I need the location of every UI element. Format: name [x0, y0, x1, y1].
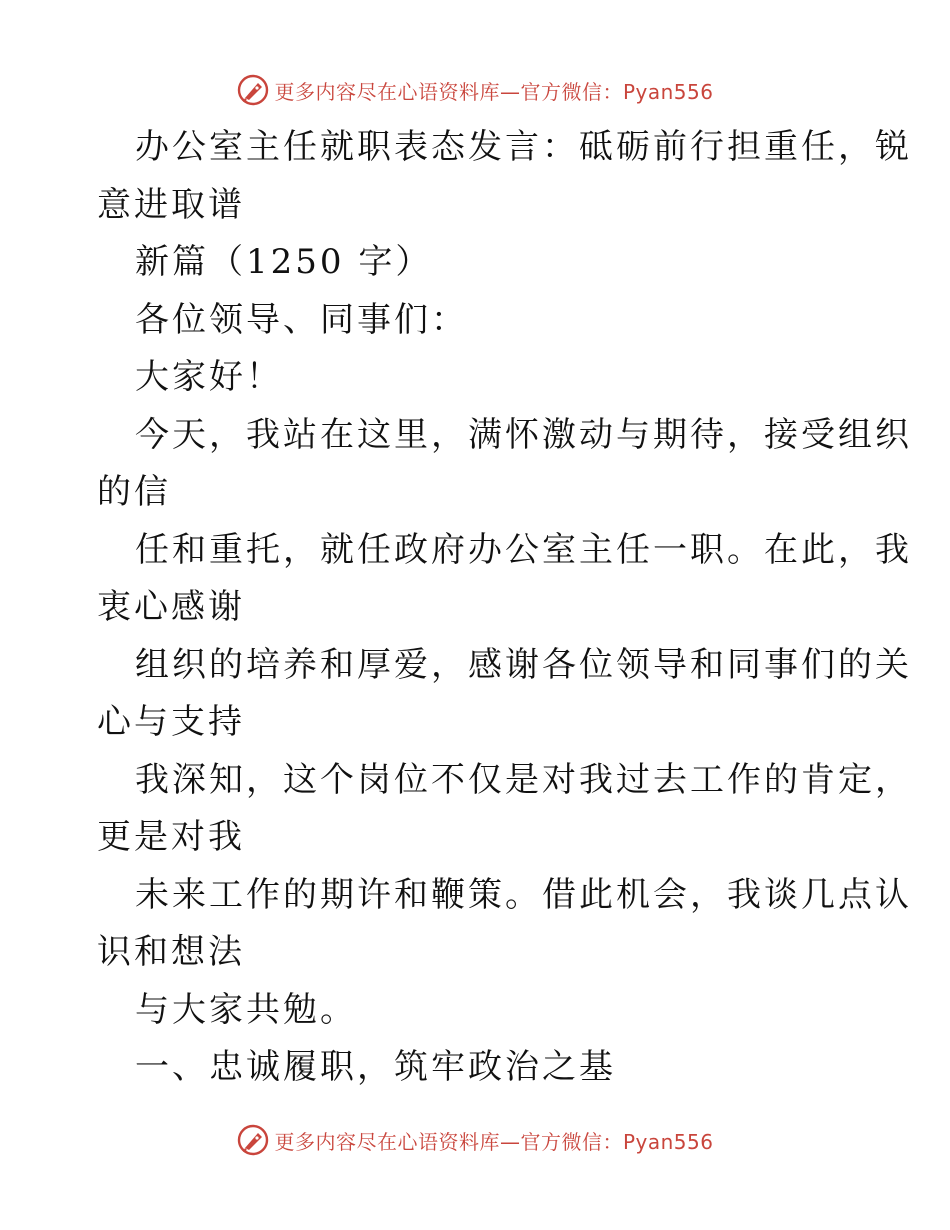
paragraph-line: 组织的培养和厚爱，感谢各位领导和同事们的关 — [135, 644, 912, 685]
paragraph-line: 更是对我 — [97, 817, 245, 857]
pen-nib-logo-icon — [236, 73, 270, 107]
header-watermark — [0, 68, 950, 112]
watermark-text: 更多内容尽在心语资料库—官方微信：Pyan556 — [274, 79, 714, 104]
salutation: 各位领导、同事们： — [135, 299, 468, 340]
document-body — [97, 119, 912, 1097]
title-line-2: 意进取谱 — [97, 184, 245, 225]
greeting: 大家好！ — [135, 357, 283, 397]
paragraph-line: 未来工作的期许和鞭策。借此机会，我谈几点认 — [135, 874, 912, 915]
paragraph-line: 的信 — [97, 472, 171, 512]
section-heading: 一、忠诚履职，筑牢政治之基 — [135, 1047, 616, 1087]
watermark-text: 更多内容尽在心语资料库—官方微信：Pyan556 — [274, 1129, 714, 1154]
paragraph-line: 识和想法 — [97, 932, 245, 972]
paragraph-line: 任和重托，就任政府办公室主任一职。在此，我 — [135, 529, 912, 570]
paragraph-line: 与大家共勉。 — [135, 989, 357, 1030]
footer-watermark — [0, 1118, 950, 1162]
paragraph-line: 衷心感谢 — [97, 587, 245, 627]
pen-nib-logo-icon — [236, 1123, 270, 1157]
paragraph-line: 今天，我站在这里，满怀激动与期待，接受组织 — [135, 414, 912, 455]
title-line-3: 新篇（1250 字） — [135, 242, 433, 282]
paragraph-line: 心与支持 — [97, 702, 245, 742]
paragraph-line: 我深知，这个岗位不仅是对我过去工作的肯定， — [135, 759, 912, 800]
title-line-1: 办公室主任就职表态发言：砥砺前行担重任，锐 — [135, 127, 912, 167]
